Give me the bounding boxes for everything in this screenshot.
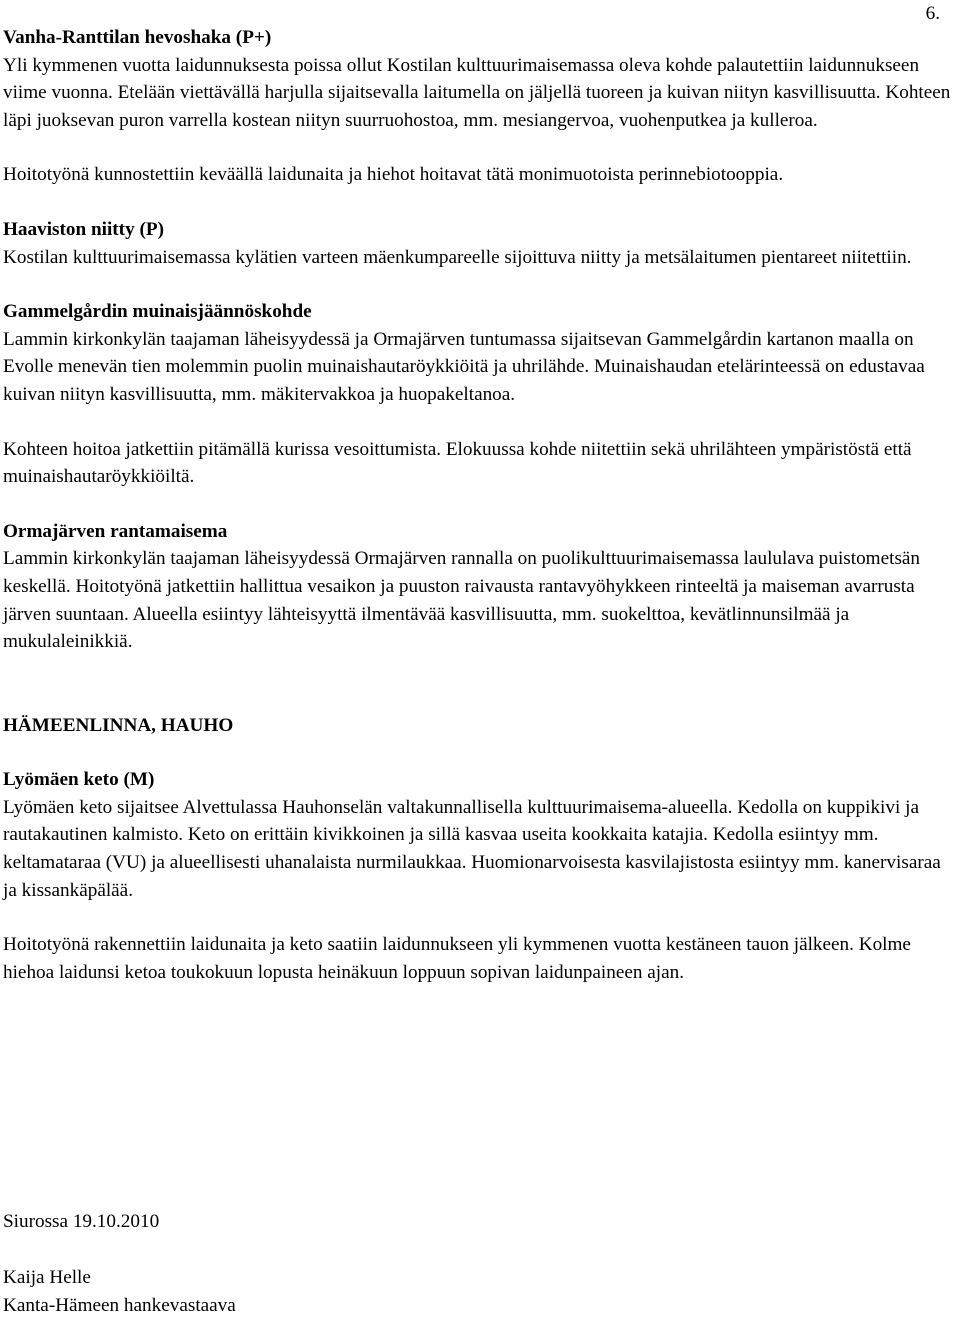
section-paragraph: Kostilan kulttuurimaisemassa kylätien varteen mäenkumpareelle sijoittuva niitty ja metsälaitumen pientareet niitettiin. <box>3 246 912 268</box>
section-title: Ormajärven rantamaisema <box>3 520 228 542</box>
signature-name: Kaija Helle <box>3 1267 91 1288</box>
section-haaviston-niitty <box>3 216 953 271</box>
section-title: Haaviston niitty (P) <box>3 218 164 240</box>
section-vanha-ranttila <box>3 24 953 189</box>
section-gammelgardin <box>3 298 953 491</box>
signature-place-date: Siurossa 19.10.2010 <box>3 1211 160 1232</box>
section-paragraph: Kohteen hoitoa jatkettiin pitämällä kurissa vesoittumista. Elokuussa kohde niitettiin sekä uhrilähteen ympäristöstä että muinaishautaröykkiöiltä. <box>3 438 912 488</box>
region-heading: HÄMEENLINNA, HAUHO <box>3 714 234 736</box>
section-paragraph: Hoitotyönä rakennettiin laidunaita ja keto saatiin laidunnukseen yli kymmenen vuotta kestäneen tauon jälkeen. Kolme hiehoa laidunsi ketoa toukokuun lopusta heinäkuun loppuun sopivan laidunpaineen ajan. <box>3 934 911 983</box>
section-title: Lyömäen keto (M) <box>3 769 155 791</box>
page-number: 6. <box>925 3 940 24</box>
signature-title: Kanta-Hämeen hankevastaava <box>3 1295 236 1316</box>
section-paragraph: Lammin kirkonkylän taajaman läheisyydessä Ormajärven rannalla on puolikulttuurimaisemassa laululava puistometsän keskellä. Hoitotyönä jatkettiin hallittua vesaikon ja puuston raivausta rantavyöhykkeen rinteeltä ja maiseman avarrusta järven suuntaan. Alueella esiintyy lähteisyyttä ilmentävää kasvillisuutta, mm. suokelttoa, kevätlinnunsilmää ja mukulaleinikkiä. <box>3 548 921 653</box>
section-paragraph: Lammin kirkonkylän taajaman läheisyydessä ja Ormajärven tuntumassa sijaitsevan Gammelgårdin kartanon maalla on Evolle menevän tien molemmin puolin muinaishautaröykkiöitä ja uhrilähde. Muinaishaudan etelärinteessä on edustavaa kuivan niityn kasvillisuutta, mm. mäkitervakkoa ja huopakeltanoa. <box>3 328 925 405</box>
section-paragraph: Lyömäen keto sijaitsee Alvettulassa Hauhonselän valtakunnallisella kulttuurimaisema-alueella. Kedolla on kuppikivi ja rautakautinen kalmisto. Keto on erittäin kivikkoinen ja sillä kasvaa useita kookkaita katajia. Kedolla esiintyy mm. keltamataraa (VU) ja alueellisesti uhanalaista nurmilaukkaa. Huomionarvoisesta kasvilajistosta esiintyy mm. kanervisaraa ja kissankäpälää. <box>3 796 941 901</box>
section-paragraph: Hoitotyönä kunnostettiin keväällä laidunaita ja hiehot hoitavat tätä monimuotoista perinnebiotooppia. <box>3 164 784 186</box>
section-ormajarven <box>3 518 953 656</box>
section-title: Vanha-Ranttilan hevoshaka (P+) <box>3 27 272 48</box>
section-lyomaen-keto <box>3 766 953 986</box>
document-body <box>3 24 953 1013</box>
section-title: Gammelgårdin muinaisjäännöskohde <box>3 301 312 323</box>
section-paragraph: Yli kymmenen vuotta laidunnuksesta poissa ollut Kostilan kulttuurimaisemassa oleva kohde palautettiin laidunnukseen viime vuonna. Etelään viettävällä harjulla sijaitsevalla laitumella on jäljellä tuoreen ja kuivan niityn kasvillisuutta. Kohteen läpi juoksevan puron varrella kostean niityn suurruohostoa, mm. mesiangervoa, vuohenputkea ja kulleroa. <box>3 54 951 131</box>
